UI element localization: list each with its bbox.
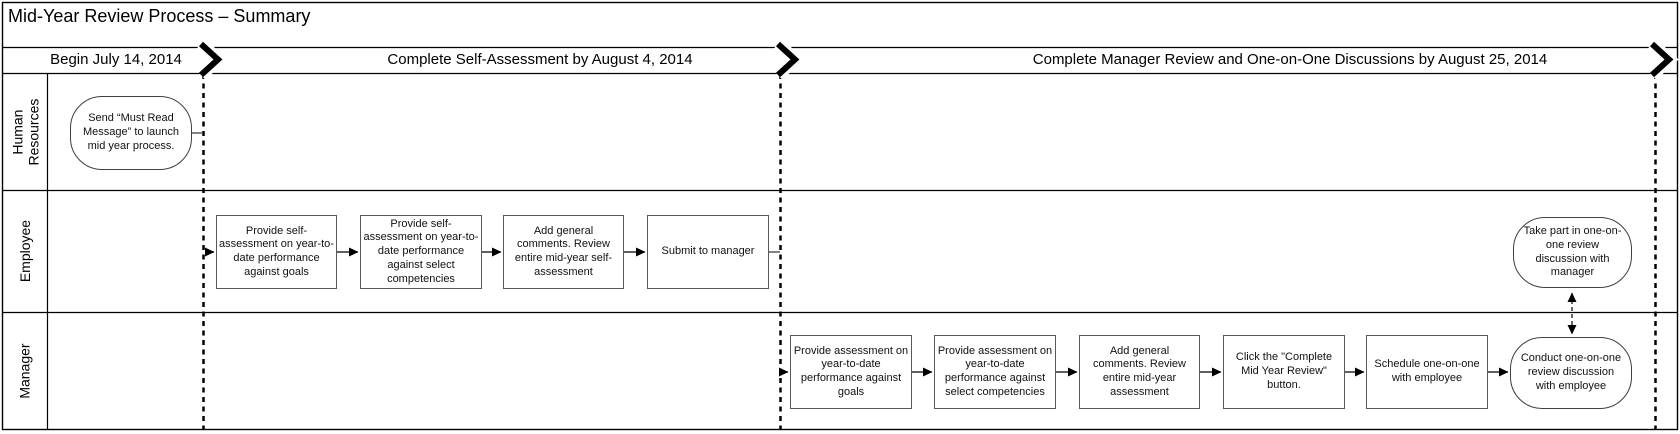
node-mgr-add-general-comments: Add general comments. Review entire mid-year assessment [1079, 335, 1200, 409]
node-emp-self-assessment-goals: Provide self-assessment on year-to-date performance against goals [216, 215, 337, 289]
node-emp-submit-to-manager: Submit to manager [647, 215, 769, 289]
node-mgr-conduct-one-on-one: Conduct one-on-one review discussion with employee [1510, 337, 1632, 409]
lane-label-human-resources: Human Resources [8, 98, 41, 166]
node-mgr-assessment-goals: Provide assessment on year-to-date performance against goals [790, 335, 912, 409]
node-hr-send-must-read-message: Send “Must Read Message” to launch mid year process. [70, 96, 192, 170]
lane-label-manager: Manager [16, 343, 33, 399]
node-emp-take-part-one-on-one: Take part in one-on-one review discussion with manager [1513, 217, 1632, 288]
node-emp-add-general-comments: Add general comments. Review entire mid-year self-assessment [503, 215, 624, 289]
page-title: Mid-Year Review Process – Summary [8, 6, 311, 26]
phase-band-self-assessment: Complete Self-Assessment by August 4, 2014 [387, 51, 693, 68]
node-mgr-click-complete-review: Click the "Complete Mid Year Review" button. [1223, 335, 1345, 409]
lane-label-employee: Employee [16, 220, 33, 283]
node-emp-self-assessment-competencies: Provide self-assessment on year-to-date performance against select competencies [360, 215, 482, 289]
phase-band-manager-review: Complete Manager Review and One-on-One Discussions by August 25, 2014 [1032, 51, 1548, 68]
phase-band-begin: Begin July 14, 2014 [50, 51, 182, 68]
node-mgr-schedule-one-on-one: Schedule one-on-one with employee [1366, 335, 1488, 409]
node-mgr-assessment-competencies: Provide assessment on year-to-date performance against select competencies [934, 335, 1056, 409]
